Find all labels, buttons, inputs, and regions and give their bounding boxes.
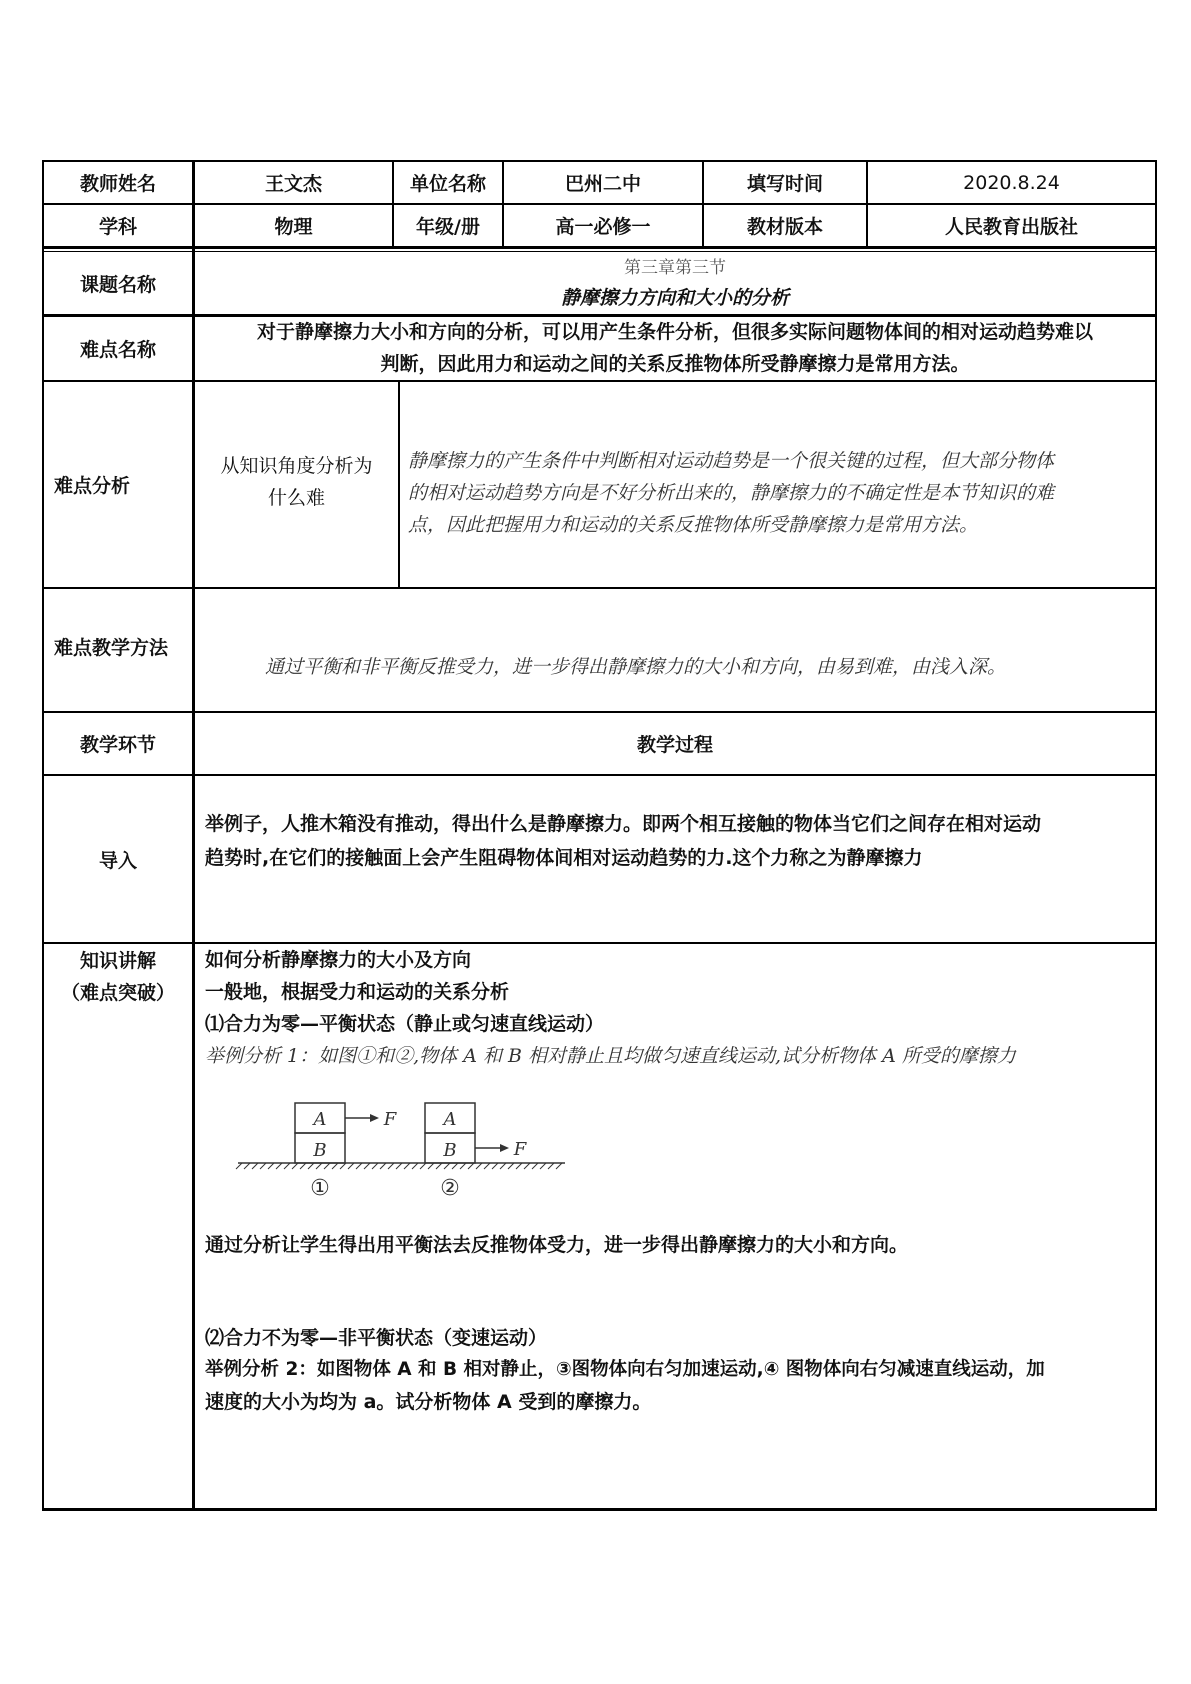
figure-2-label-b: B	[443, 1140, 457, 1161]
method-text: 通过平衡和非平衡反推受力，进一步得出静摩擦力的大小和方向，由易到难，由浅入深。	[265, 656, 1007, 678]
difficulty-line-1: 对于静摩擦力大小和方向的分析，可以用产生条件分析，但很多实际问题物体间的相对运动趋势难以	[256, 321, 1093, 343]
knowledge-label	[44, 945, 192, 1009]
subject-label: 学科	[98, 216, 137, 238]
figure-caption-2: ②	[440, 1176, 460, 1201]
knowledge-label-line-1: 知识讲解	[79, 950, 156, 972]
grid-line	[42, 774, 1157, 776]
figure-2-label-a: A	[443, 1109, 457, 1130]
analysis-sub-label-line-2: 什么难	[267, 487, 325, 509]
intro-line-2: 趋势时,在它们的接触面上会产生阻碍物体间相对运动趋势的力.这个力称之为静摩擦力	[205, 847, 923, 869]
knowledge-label-line-2: （难点突破）	[60, 982, 175, 1004]
analysis-line-2: 的相对运动趋势方向是不好分析出来的，静摩擦力的不确定性是本节知识的难	[408, 482, 1055, 504]
grid-line	[42, 587, 1157, 589]
grid-line	[42, 1508, 1157, 1511]
knowledge-line-1: 如何分析静摩擦力的大小及方向	[205, 949, 472, 971]
knowledge-line-6: ⑵合力不为零—非平衡状态（变速运动）	[205, 1327, 548, 1349]
analysis-line-3: 点，因此把握用力和运动的关系反推物体所受静摩擦力是常用方法。	[408, 514, 979, 536]
analysis-sub-label	[195, 450, 398, 520]
textbook-label: 教材版本	[746, 216, 823, 238]
fill-date-label: 填写时间	[746, 173, 823, 195]
block-force-figure	[230, 1095, 580, 1205]
ground-hatching	[236, 1163, 562, 1169]
grid-line	[42, 246, 1157, 249]
figure-2-label-f: F	[513, 1139, 527, 1160]
grid-line	[42, 380, 1157, 382]
difficulty-label: 难点名称	[79, 339, 156, 361]
analysis-sub-label-line-1: 从知识角度分析为	[220, 455, 373, 477]
textbook-value: 人民教育出版社	[944, 216, 1078, 238]
figure-1-label-a: A	[313, 1109, 327, 1130]
subject-value: 物理	[274, 216, 313, 238]
teacher-name-label: 教师姓名	[79, 173, 156, 195]
figure-1-label-f: F	[383, 1109, 397, 1130]
topic-label: 课题名称	[79, 273, 156, 296]
analysis-line-1: 静摩擦力的产生条件中判断相对运动趋势是一个很关键的过程，但大部分物体	[408, 450, 1055, 472]
intro-label: 导入	[98, 849, 137, 872]
grid-line	[1155, 160, 1157, 1511]
unit-name-value: 巴州二中	[564, 173, 641, 195]
analysis-label: 难点分析	[54, 475, 131, 497]
analysis-text	[408, 445, 1153, 541]
teacher-name-value: 王文杰	[264, 173, 322, 195]
intro-line-1: 举例子，人推木箱没有推动，得出什么是静摩擦力。即两个相互接触的物体当它们之间存在相对运动	[205, 813, 1042, 835]
difficulty-line-2: 判断，因此用力和运动之间的关系反推物体所受静摩擦力是常用方法。	[380, 353, 970, 375]
fill-date-value: 2020.8.24	[963, 171, 1060, 194]
knowledge-line-2: 一般地，根据受力和运动的关系分析	[205, 981, 510, 1003]
topic-chapter: 第三章第三节	[624, 258, 726, 278]
grid-line	[42, 251, 1157, 252]
process-right-header: 教学过程	[636, 734, 713, 756]
knowledge-line-7: 举例分析 2：如图物体 A 和 B 相对静止，③图物体向右匀加速运动,④ 图物体向右匀减速直线运动，加	[205, 1359, 1045, 1380]
knowledge-line-5: 通过分析让学生得出用平衡法去反推物体受力，进一步得出静摩擦力的大小和方向。	[205, 1234, 909, 1256]
topic-title: 静摩擦力方向和大小的分析	[560, 287, 789, 309]
knowledge-line-8: 速度的大小为均为 a。试分析物体 A 受到的摩擦力。	[205, 1391, 652, 1413]
figure-2-arrow-head	[500, 1144, 509, 1152]
process-left-header: 教学环节	[79, 734, 156, 756]
figure-caption-1: ①	[310, 1176, 330, 1201]
figure-1-label-b: B	[313, 1140, 327, 1161]
knowledge-line-4: 举例分析 1：如图①和②,物体 A 和 B 相对静止且均做匀速直线运动,试分析物体 A 所受的摩擦力	[205, 1045, 1016, 1067]
grade-label: 年级/册	[416, 216, 480, 238]
method-label: 难点教学方法	[54, 636, 169, 659]
figure-1-arrow-head	[370, 1114, 379, 1122]
grade-value: 高一必修一	[555, 216, 651, 238]
grid-line	[398, 381, 400, 588]
unit-name-label: 单位名称	[409, 173, 486, 195]
knowledge-line-3: ⑴合力为零—平衡状态（静止或匀速直线运动）	[205, 1013, 605, 1035]
intro-text	[205, 807, 1153, 875]
